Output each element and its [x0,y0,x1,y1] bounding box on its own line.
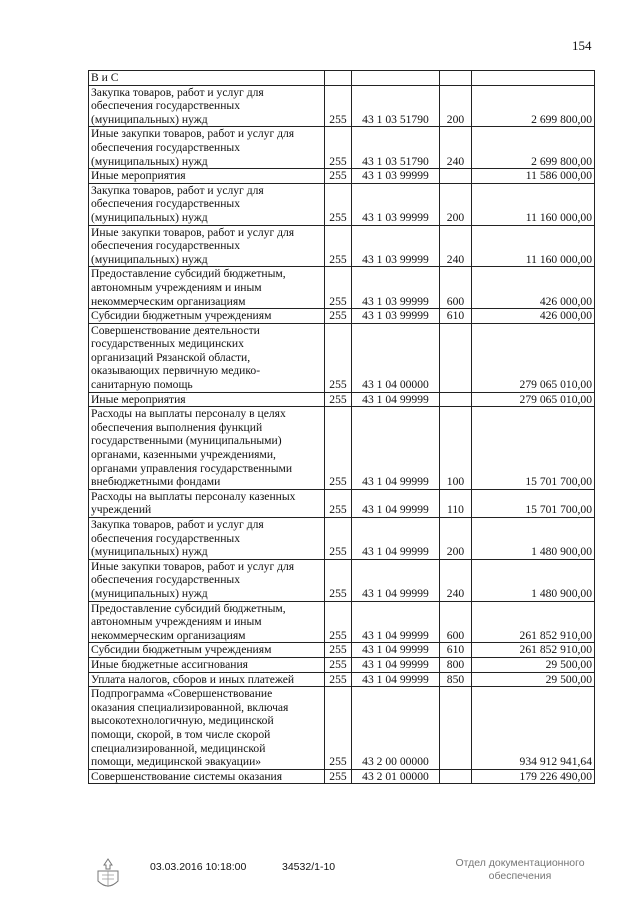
row-name: Предоставление субсидий бюджетным, автономным учреждениям и иным некоммерческим организациям [89,601,325,643]
row-name: Предоставление субсидий бюджетным, автономным учреждениям и иным некоммерческим организациям [89,267,325,309]
row-name: Иные мероприятия [89,169,325,184]
row-name: Иные бюджетные ассигнования [89,657,325,672]
row-csr: 43 2 01 00000 [352,769,440,784]
row-vr: 240 [440,559,472,601]
row-vr [440,687,472,770]
row-vr [440,769,472,784]
row-csr: 43 1 04 99999 [352,601,440,643]
row-gr: 255 [325,643,352,658]
row-gr: 255 [325,489,352,517]
table-row [89,559,595,601]
row-name: Закупка товаров, работ и услуг для обеспечения государственных (муниципальных) нужд [89,183,325,225]
page-number: 154 [572,38,592,53]
row-gr: 255 [325,687,352,770]
row-csr: 43 1 03 99999 [352,183,440,225]
table-row [89,407,595,490]
row-name: Расходы на выплаты персоналу в целях обеспечения выполнения функций государственными (муниципальными) органами, казенными учреждениями, органами управления государственными внебюджетными фондами [89,407,325,490]
row-csr: 43 1 03 51790 [352,127,440,169]
row-csr: 43 1 03 99999 [352,225,440,267]
row-csr: 43 1 03 99999 [352,309,440,324]
row-sum: 29 500,00 [472,672,595,687]
row-sum: 1 480 900,00 [472,559,595,601]
row-sum: 11 160 000,00 [472,183,595,225]
row-name: Субсидии бюджетным учреждениям [89,643,325,658]
row-sum: 261 852 910,00 [472,601,595,643]
row-sum: 426 000,00 [472,267,595,309]
row-sum: 279 065 010,00 [472,323,595,392]
row-name: Закупка товаров, работ и услуг для обеспечения государственных (муниципальных) нужд [89,85,325,127]
row-vr [440,392,472,407]
row-csr: 43 1 04 99999 [352,559,440,601]
row-sum: 426 000,00 [472,309,595,324]
row-sum: 2 699 800,00 [472,127,595,169]
row-csr: 43 1 04 99999 [352,643,440,658]
table-row [89,85,595,127]
table-row [89,71,595,86]
row-gr: 255 [325,309,352,324]
row-csr: 43 1 03 99999 [352,169,440,184]
row-sum: 29 500,00 [472,657,595,672]
row-vr [440,169,472,184]
table-row [89,169,595,184]
row-csr: 43 1 04 00000 [352,323,440,392]
row-gr: 255 [325,225,352,267]
row-vr: 110 [440,489,472,517]
row-csr: 43 1 04 99999 [352,518,440,560]
row-csr [352,71,440,86]
row-vr: 610 [440,643,472,658]
table-row [89,687,595,770]
row-vr: 200 [440,183,472,225]
row-gr: 255 [325,267,352,309]
row-name: Иные закупки товаров, работ и услуг для обеспечения государственных (муниципальных) нужд [89,559,325,601]
row-sum: 11 160 000,00 [472,225,595,267]
table-row [89,309,595,324]
row-sum: 2 699 800,00 [472,85,595,127]
row-vr: 100 [440,407,472,490]
table-row [89,392,595,407]
row-vr [440,323,472,392]
row-name: Уплата налогов, сборов и иных платежей [89,672,325,687]
row-sum: 179 226 490,00 [472,769,595,784]
row-gr: 255 [325,559,352,601]
row-vr: 610 [440,309,472,324]
row-gr: 255 [325,407,352,490]
table-row [89,769,595,784]
row-gr [325,71,352,86]
table-row [89,672,595,687]
row-sum: 934 912 941,64 [472,687,595,770]
table-row [89,127,595,169]
row-sum: 11 586 000,00 [472,169,595,184]
coat-of-arms-icon [90,857,126,893]
table-row [89,601,595,643]
row-sum: 261 852 910,00 [472,643,595,658]
row-name: Иные мероприятия [89,392,325,407]
row-gr: 255 [325,85,352,127]
row-vr: 850 [440,672,472,687]
table-row [89,267,595,309]
row-name: Совершенствование системы оказания [89,769,325,784]
row-name: Совершенствование деятельности государственных медицинских организаций Рязанской области, оказывающих первичную медико- санитарную помощь [89,323,325,392]
footer-stamp: Отдел документационного обеспечения [455,857,585,882]
row-name: Расходы на выплаты персоналу казенных учреждений [89,489,325,517]
row-sum: 1 480 900,00 [472,518,595,560]
row-csr: 43 1 04 99999 [352,392,440,407]
row-name: Подпрограмма «Совершенствование оказания специализированной, включая высокотехнологичную, медицинской помощи, скорой, в том числе скорой специализированной, медицинской помощи, медицинской эвакуации» [89,687,325,770]
row-csr: 43 1 04 99999 [352,672,440,687]
page-footer [0,857,640,897]
row-gr: 255 [325,392,352,407]
table-row [89,643,595,658]
table-row [89,489,595,517]
row-gr: 255 [325,769,352,784]
row-gr: 255 [325,323,352,392]
row-sum: 279 065 010,00 [472,392,595,407]
row-gr: 255 [325,601,352,643]
table-row [89,518,595,560]
row-vr: 600 [440,267,472,309]
footer-date: 03.03.2016 10:18:00 [150,861,247,873]
row-sum: 15 701 700,00 [472,489,595,517]
budget-table-body [89,71,595,784]
row-csr: 43 1 03 99999 [352,267,440,309]
row-vr: 240 [440,127,472,169]
row-gr: 255 [325,127,352,169]
table-row [89,225,595,267]
row-csr: 43 1 03 51790 [352,85,440,127]
row-vr: 800 [440,657,472,672]
row-vr: 200 [440,85,472,127]
row-csr: 43 1 04 99999 [352,489,440,517]
row-gr: 255 [325,183,352,225]
row-gr: 255 [325,518,352,560]
row-name: Иные закупки товаров, работ и услуг для обеспечения государственных (муниципальных) нужд [89,225,325,267]
row-sum [472,71,595,86]
row-vr: 240 [440,225,472,267]
row-vr: 200 [440,518,472,560]
row-gr: 255 [325,657,352,672]
footer-doc-number: 34532/1-10 [282,861,336,873]
row-csr: 43 2 00 00000 [352,687,440,770]
row-name: Закупка товаров, работ и услуг для обеспечения государственных (муниципальных) нужд [89,518,325,560]
table-row [89,657,595,672]
row-csr: 43 1 04 99999 [352,407,440,490]
row-name: Субсидии бюджетным учреждениям [89,309,325,324]
row-sum: 15 701 700,00 [472,407,595,490]
row-csr: 43 1 04 99999 [352,657,440,672]
row-gr: 255 [325,169,352,184]
row-name: Иные закупки товаров, работ и услуг для обеспечения государственных (муниципальных) нужд [89,127,325,169]
row-gr: 255 [325,672,352,687]
budget-table [88,70,595,784]
table-row [89,323,595,392]
row-vr [440,71,472,86]
table-row [89,183,595,225]
row-name: В и С [89,71,325,86]
row-vr: 600 [440,601,472,643]
